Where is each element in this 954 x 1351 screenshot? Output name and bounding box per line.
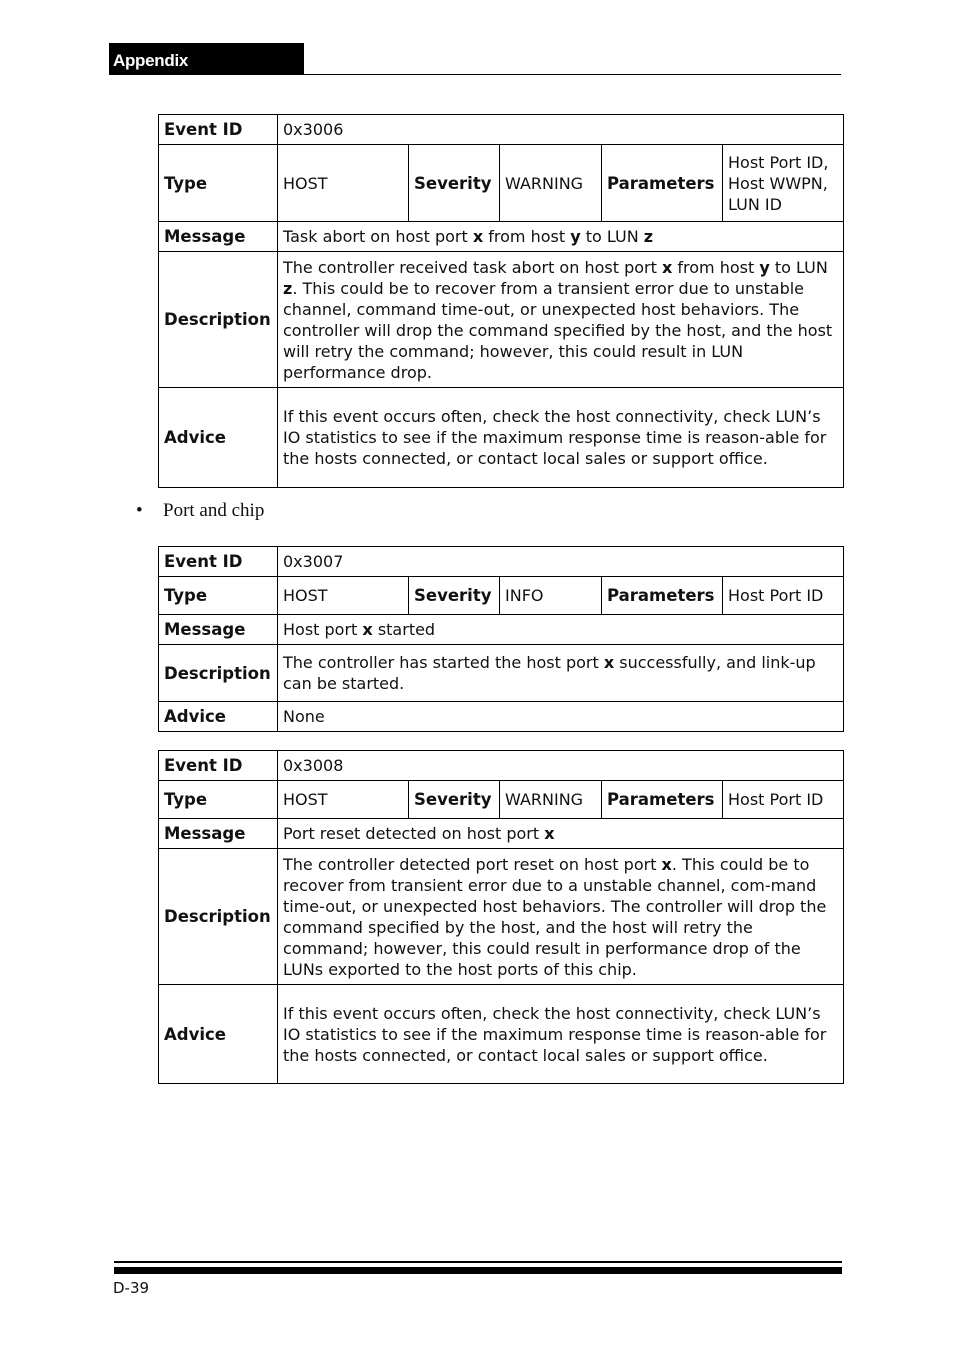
severity-label: Severity xyxy=(409,577,500,615)
parameter-item: Host WWPN, xyxy=(728,173,828,193)
parameters-value xyxy=(723,577,844,615)
message-value: Task abort on host port x from host y to LUN z xyxy=(278,222,844,252)
advice-value: If this event occurs often, check the host connectivity, check LUN’s IO statistics to see if the maximum response time is reason-able for the hosts connected, or contact local sales or support office. xyxy=(278,985,844,1084)
severity-value: WARNING xyxy=(500,781,602,819)
parameters-value xyxy=(723,145,844,222)
severity-value: INFO xyxy=(500,577,602,615)
type-row xyxy=(159,577,844,615)
message-value: Host port x started xyxy=(278,615,844,645)
message-row xyxy=(159,615,844,645)
parameters-label: Parameters xyxy=(602,145,723,222)
parameters-label: Parameters xyxy=(602,781,723,819)
type-label: Type xyxy=(159,577,278,615)
header-rule xyxy=(109,74,841,75)
section-header-tab xyxy=(109,43,304,75)
message-value: Port reset detected on host port x xyxy=(278,819,844,849)
advice-row xyxy=(159,985,844,1084)
severity-value: WARNING xyxy=(500,145,602,222)
event-table-0x3007 xyxy=(158,546,844,732)
message-label: Message xyxy=(159,222,278,252)
description-row xyxy=(159,645,844,702)
advice-value: None xyxy=(278,702,844,732)
description-label: Description xyxy=(159,252,278,388)
type-value: HOST xyxy=(278,145,409,222)
parameters-label: Parameters xyxy=(602,577,723,615)
section-title: Appendix xyxy=(113,51,189,70)
event-table-0x3006 xyxy=(158,114,844,488)
description-value: The controller has started the host port x successfully, and link-up can be started. xyxy=(278,645,844,702)
advice-value: If this event occurs often, check the host connectivity, check LUN’s IO statistics to see if the maximum response time is reason-able for the hosts connected, or contact local sales or support office. xyxy=(278,388,844,488)
event-id-value: 0x3008 xyxy=(278,751,844,781)
event-id-row xyxy=(159,751,844,781)
type-label: Type xyxy=(159,781,278,819)
type-row xyxy=(159,781,844,819)
severity-label: Severity xyxy=(409,781,500,819)
severity-label: Severity xyxy=(409,145,500,222)
description-value: The controller detected port reset on host port x. This could be to recover from transient error due to a unstable channel, com-mand time-out, or unexpected host behaviors. The controller will drop the command specified by the host, and the host will retry the command; however, this could result in performance drop of the LUNs exported to the host ports of this chip. xyxy=(278,849,844,985)
description-row xyxy=(159,252,844,388)
footer-bar xyxy=(114,1267,842,1274)
message-label: Message xyxy=(159,615,278,645)
bullet-item xyxy=(136,500,264,522)
parameter-item: Host Port ID xyxy=(728,790,824,809)
parameter-item: Host Port ID xyxy=(728,586,824,605)
bullet-text: Port and chip xyxy=(163,500,265,521)
parameter-item: Host Port ID, xyxy=(728,152,829,172)
type-label: Type xyxy=(159,145,278,222)
event-table-0x3008 xyxy=(158,750,844,1084)
type-value: HOST xyxy=(278,577,409,615)
description-value: The controller received task abort on host port x from host y to LUN z. This could be to recover from a transient error due to unstable channel, command time-out, or unexpected host behaviors. The controller will drop the command specified by the host, and the host will retry the command; however, this could result in LUN performance drop. xyxy=(278,252,844,388)
event-id-label: Event ID xyxy=(159,547,278,577)
event-id-value: 0x3007 xyxy=(278,547,844,577)
message-label: Message xyxy=(159,819,278,849)
type-row xyxy=(159,145,844,222)
parameters-value xyxy=(723,781,844,819)
event-id-value: 0x3006 xyxy=(278,115,844,145)
description-label: Description xyxy=(159,645,278,702)
advice-label: Advice xyxy=(159,388,278,488)
event-id-row xyxy=(159,547,844,577)
parameter-item: LUN ID xyxy=(728,194,782,214)
type-value: HOST xyxy=(278,781,409,819)
message-row xyxy=(159,222,844,252)
event-id-row xyxy=(159,115,844,145)
advice-row xyxy=(159,388,844,488)
message-row xyxy=(159,819,844,849)
footer-rule xyxy=(114,1261,842,1263)
event-id-label: Event ID xyxy=(159,751,278,781)
advice-row xyxy=(159,702,844,732)
page-number: D-39 xyxy=(113,1279,150,1297)
event-id-label: Event ID xyxy=(159,115,278,145)
advice-label: Advice xyxy=(159,702,278,732)
bullet-mark: • xyxy=(136,500,143,521)
description-row xyxy=(159,849,844,985)
description-label: Description xyxy=(159,849,278,985)
advice-label: Advice xyxy=(159,985,278,1084)
